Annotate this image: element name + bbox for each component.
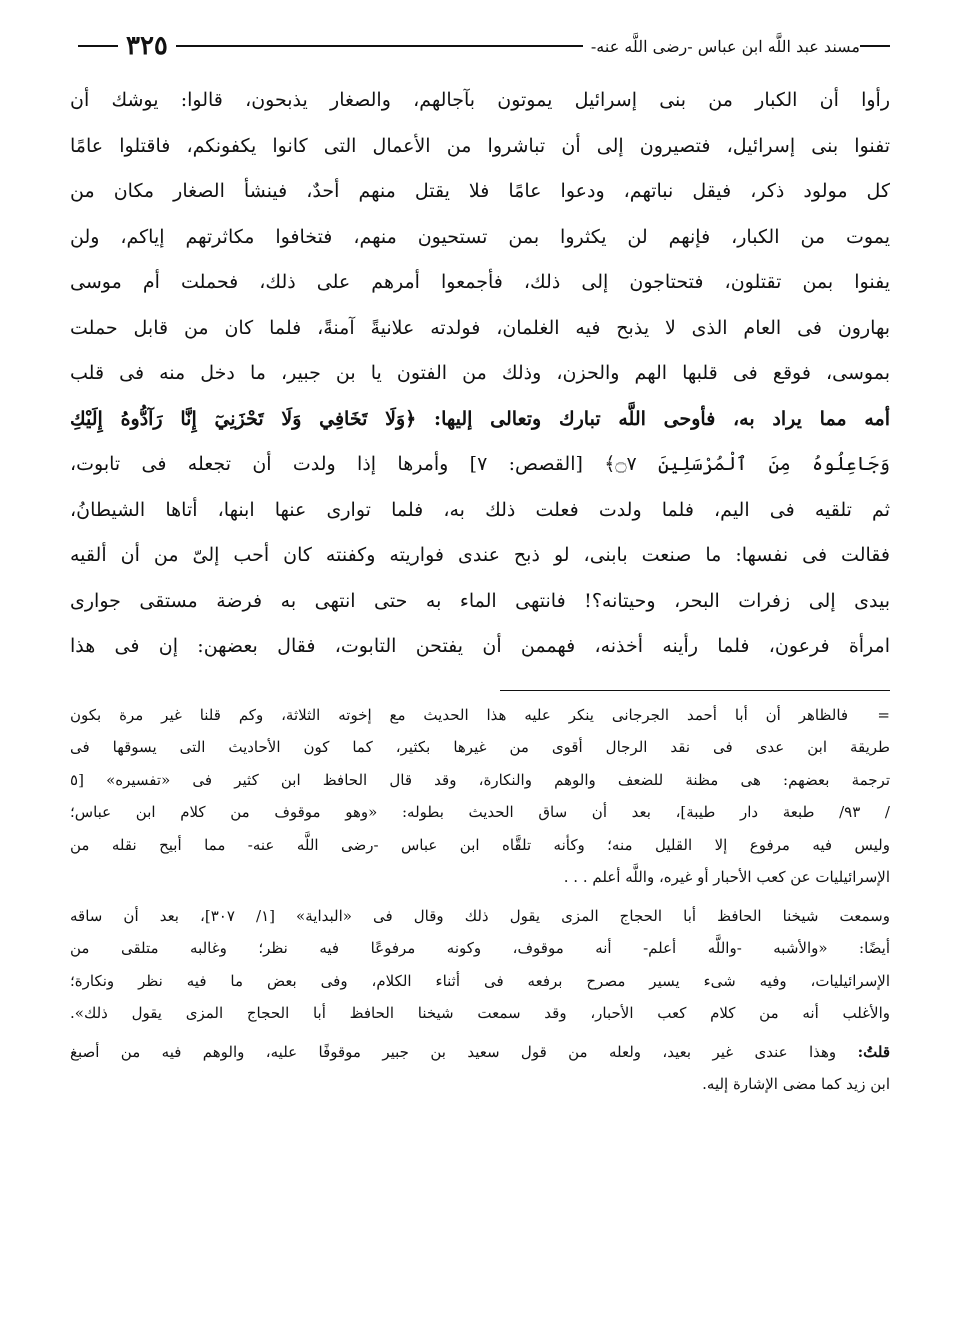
quran-verse-line: أمه مما يراد به، فأوحى اللَّه تبارك وتعالى إليها: ﴿وَلَا تَخَافِي وَلَا تَحْزَنِيٓ إِنَّا رَآدُّوهُ إِلَيْكِ: [70, 407, 890, 430]
footnote-line: وليس فيه مرفوع إلا القليل منه؛ وكأنه تلقَّاه ابن عباس -رضى اللَّه عنه- مما أبيح نقله من: [70, 835, 890, 854]
text-line: امرأة فرعون، فلما رأينه أخذنه، فهممن أن يفتحن التابوت، فقال بعضهن: إن فى هذا: [70, 635, 890, 657]
book-page: [70, 26, 890, 1107]
running-title: مسند عبد اللَّه ابن عباس -رضى اللَّه عنه-: [590, 36, 860, 56]
text-line: ثم تلقيه فى اليم، فلما ولدت فعلت ذلك به، فلما توارى عنها ابنها، أتاها الشيطانُ،: [70, 498, 890, 521]
header-rule-right: [860, 45, 890, 47]
footnote-line: الإسرائيليات، وفيه شىء يسير مصرح برفعه فى أثناء الكلام، وفى بعض ما فيه نظر ونكارة؛: [70, 971, 890, 990]
running-header: [70, 26, 890, 66]
footnote-line: [70, 699, 890, 732]
footnote-line: ابن زيد كما مضى الإشارة إليه.: [702, 1075, 890, 1093]
footnote-line: طريقة ابن عدى فى نقد الرجال أقوى من غيرها بكثير، كما كون الأحاديث التى يسوقها فى: [70, 738, 890, 756]
quran-verse-line: وَجَاعِلُوهُ مِنَ ٱلْمُرْسَلِينَ ۝٧﴾ [القصص: ٧] وأمرها إذا ولدت أن تجعله فى تابوت،: [70, 453, 890, 475]
editor-note-label: قلتُ:: [857, 1042, 890, 1061]
text-line: يموت من الكبار، فإنهم لن يكثروا بمن تستحيون منهم، فتخافوا مكاثرتهم إياكم، ولن: [70, 225, 890, 248]
text-line: بهارون فى العام الذى لا يذبح فيه الغلمان، فولدته علانيةً آمنةً، فلما كان من قابل حملت: [70, 316, 890, 339]
footnote-line: [70, 1036, 890, 1069]
footnote-paragraph: [70, 1036, 890, 1101]
footnote-line: أيضًا: «والأشبه -واللَّه أعلم- أنه موقوف، وكونه مرفوعًا فيه نظر؛ وغالبه متلقى من: [70, 939, 890, 957]
footnotes: [70, 699, 890, 1101]
text-line: يفنوا بمن تقتلون، فتحتاجون إلى ذلك، فأجمعوا أمرهم على ذلك، فحملت أم موسى: [70, 271, 890, 293]
text-line: رأوا أن الكبار من بنى إسرائيل يموتون بآجالهم، والصغار يذبحون، قالوا: يوشك أن: [70, 89, 890, 111]
main-text: [70, 78, 890, 670]
text-line: كل مولود ذكر، فيقل نباتهم، ودعوا عامًا فلا يقتل منهم أحدٌ، فينشأ الصغار مكان من: [70, 180, 890, 202]
footnote-paragraph: [70, 699, 890, 894]
text-line: تفنوا بنى إسرائيل، فتصيرون إلى أن تباشروا من الأعمال التى كانوا يكفونكم، فاقتلوا عامًا: [70, 134, 890, 157]
footnote-line: / ٩٣/ طبعة دار طيبة]، بعد أن ساق الحديث بطوله: «وهو موقوف من كلام ابن عباس؛: [70, 803, 890, 821]
text-line: بموسى، فوقع فى قلبها الهم والحزن، وذلك من الفتون يا بن جبير، ما دخل منه فى قلب: [70, 362, 890, 384]
footnote-text: فالظاهر أن أبا أحمد الجرجانى ينكر عليه هذا الحديث مع إخوته الثلاثة، وكم قلنا غير مرة بكون: [70, 705, 849, 724]
footnote-line: ترجمة بعضهم: هى مظنة للضعف والوهم والنكارة، وقد قال الحافظ ابن كثير فى «تفسيره» [٥: [70, 770, 890, 789]
footnote-line: الإسرائيليات عن كعب الأحبار أو غيره، واللَّه أعلم . . .: [563, 868, 890, 886]
page-number: ٣٢٥: [126, 31, 168, 61]
footnote-line: وسمعت شيخنا الحافظ أبا الحجاج المزى يقول ذلك وقال فى «البداية» [١/ ٣٠٧]، بعد أن ساقه: [70, 906, 890, 925]
continuation-marker: =: [877, 705, 890, 724]
footnote-paragraph: [70, 900, 890, 1030]
header-rule-left: [78, 45, 118, 47]
footnote-text: وهذا عندى غير بعيد، ولعله من قول سعيد بن جبير موقوفًا عليه، والوهم فيه من أصبغ: [70, 1042, 837, 1061]
header-rule-middle: [176, 45, 583, 47]
footnote-line: والأغلب أنه من كلام كعب الأحبار، وقد سمعت شيخنا الحافظ أبا الحجاج المزى يقول ذلك».: [70, 1004, 890, 1022]
text-line: فقالت فى نفسها: ما صنعت بابنى، لو ذبح عندى فواريته وكفنته كان أحب إلىّ من أن ألقيه: [70, 544, 890, 566]
footnote-separator: [500, 690, 890, 691]
text-line: بيدى إلى زفرات البحر، وحيتانه؟! فانتهى الماء به حتى انتهى به فرضة مستقى جوارى: [70, 589, 890, 612]
